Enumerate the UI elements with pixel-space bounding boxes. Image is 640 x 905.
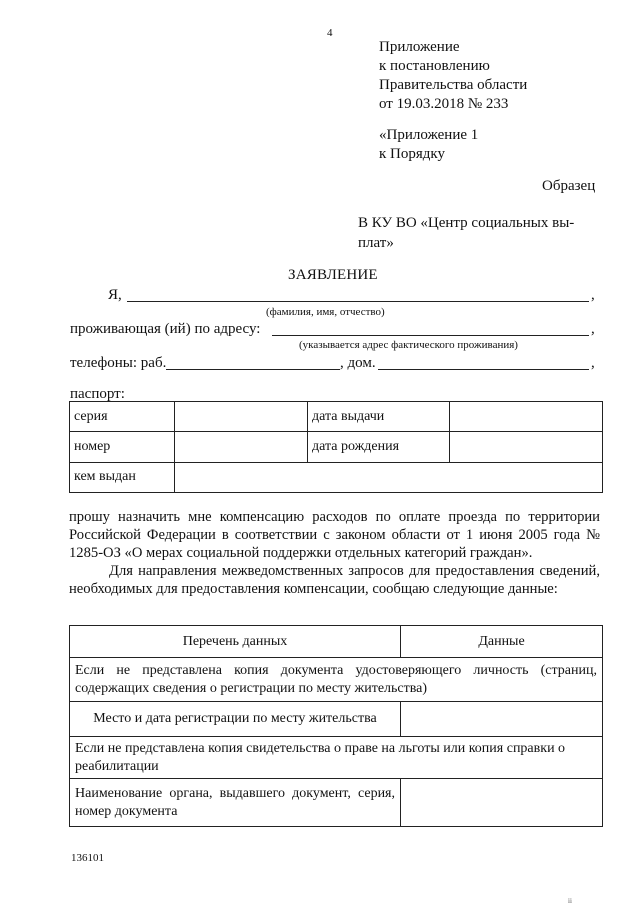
birth-date-label: дата рождения [308, 432, 450, 462]
header-data-list: Перечень данных [70, 626, 401, 658]
appendix-line-1: Приложение [379, 39, 460, 55]
recipient-line-1: В КУ ВО «Центр социальных вы- [358, 215, 575, 231]
order-line-2: к Порядку [379, 146, 445, 162]
issued-by-label: кем выдан [70, 462, 175, 492]
privilege-doc-note: Если не представлена копия свидетельства о праве на льготы или копия справки о реабилитации [70, 737, 603, 779]
registration-label: Место и дата регистрации по месту жительства [70, 702, 401, 737]
corner-mark: ii [568, 897, 572, 905]
registration-field[interactable] [401, 702, 603, 737]
address-label: проживающая (ий) по адресу: [70, 321, 261, 337]
data-table-header [70, 626, 603, 658]
address-comma: , [591, 321, 595, 337]
appendix-line-2: к постановлению [379, 58, 490, 74]
series-label: серия [70, 402, 175, 432]
passport-table [69, 401, 603, 493]
recipient-line-2: плат» [358, 235, 394, 251]
phones-comma: , [591, 355, 595, 371]
address-hint: (указывается адрес фактического проживания) [299, 339, 518, 351]
number-label: номер [70, 432, 175, 462]
name-hint: (фамилия, имя, отчество) [266, 306, 385, 318]
data-table-row [70, 737, 603, 779]
request-paragraph: прошу назначить мне компенсацию расходов по оплате проезда по территории Российской Федерации в соответствии с законом области от 1 июня 2005 года № 1285-ОЗ «О мерах социальной поддержки отдельных категорий граждан». [69, 509, 600, 561]
passport-row-issued-by [70, 462, 603, 492]
name-field[interactable] [127, 301, 589, 302]
issuing-authority-label: Наименование органа, выдавшего документ, серия, номер документа [70, 779, 401, 827]
issue-date-field[interactable] [450, 402, 603, 432]
passport-label: паспорт: [70, 386, 125, 402]
home-phone-field[interactable] [378, 369, 589, 370]
appendix-line-4: от 19.03.2018 № 233 [379, 96, 509, 112]
sample-label: Образец [542, 178, 596, 194]
order-reference [379, 126, 478, 164]
home-phone-label: , дом. [340, 355, 376, 371]
appendix-line-3: Правительства области [379, 77, 528, 93]
data-table [69, 625, 603, 827]
number-field[interactable] [175, 432, 308, 462]
footer-code: 136101 [71, 852, 104, 864]
data-table-row [70, 658, 603, 702]
order-line-1: «Приложение 1 [379, 127, 479, 143]
work-phone-label: телефоны: раб. [70, 355, 167, 371]
data-table-row [70, 702, 603, 737]
identity-doc-note: Если не представлена копия документа удостоверяющего личность (страниц, содержащих сведения о регистрации по месту жительства) [70, 658, 603, 702]
work-phone-field[interactable] [166, 369, 340, 370]
name-label: Я, [108, 287, 122, 303]
appendix-reference [379, 38, 527, 114]
document-title: ЗАЯВЛЕНИЕ [288, 267, 378, 283]
series-field[interactable] [175, 402, 308, 432]
issue-date-label: дата выдачи [308, 402, 450, 432]
passport-row-series [70, 402, 603, 432]
data-table-row [70, 779, 603, 827]
issued-by-field[interactable] [175, 462, 603, 492]
passport-row-number [70, 432, 603, 462]
name-comma: , [591, 287, 595, 303]
recipient-block [358, 213, 574, 253]
birth-date-field[interactable] [450, 432, 603, 462]
header-data: Данные [401, 626, 603, 658]
interagency-paragraph: Для направления межведомственных запросов для предоставления сведений, необходимых для предоставления компенсации, сообщаю следующие данные: [69, 563, 600, 597]
address-field[interactable] [272, 335, 589, 336]
page-number: 4 [327, 27, 333, 39]
issuing-authority-field[interactable] [401, 779, 603, 827]
